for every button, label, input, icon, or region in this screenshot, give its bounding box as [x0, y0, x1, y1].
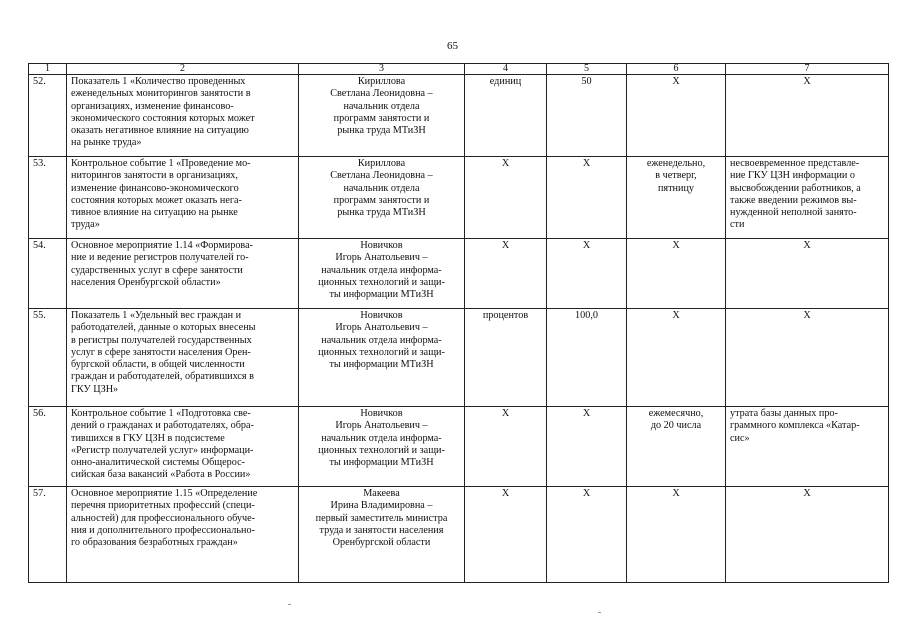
responsible-cell: [299, 75, 465, 157]
deadline-cell-line: до 20 числа: [650, 420, 702, 432]
deadline-cell-line: еженедельно,: [646, 158, 706, 169]
header-cell: 4: [465, 64, 547, 75]
responsible-cell-line: ционных технологий и защи-: [318, 444, 445, 456]
responsible-cell: [299, 239, 465, 309]
header-cell: 5: [547, 64, 627, 75]
name-cell-line: труда»: [71, 219, 100, 231]
risk-cell-line: граммного комплекса «Катар-: [730, 420, 860, 432]
risk-cell-line: несвоевременное представле-: [730, 158, 860, 169]
name-cell-line: работодателей, данные о которых внесены: [71, 322, 256, 334]
row-number-cell: 57.: [29, 487, 67, 583]
responsible-cell-line: начальник отдела: [343, 182, 420, 194]
row-number-cell: 56.: [29, 407, 67, 487]
table-row: [29, 75, 889, 157]
unit-cell: Х: [465, 239, 547, 309]
responsible-cell-line: начальник отдела: [343, 100, 420, 112]
deadline-cell-line: Х: [672, 76, 680, 87]
table-row: [29, 407, 889, 487]
risk-cell: [726, 309, 889, 407]
value-cell: Х: [547, 487, 627, 583]
risk-cell: [726, 407, 889, 487]
name-cell-line: тивное влияние на ситуацию на рынке: [71, 207, 238, 219]
table-row: [29, 487, 889, 583]
risk-cell-line: сис»: [730, 432, 750, 444]
table-row: [29, 157, 889, 239]
responsible-cell-line: Новичков: [360, 240, 403, 251]
name-cell-line: граждан и работодателей, обратившихся в: [71, 371, 254, 383]
deadline-cell-line: Х: [672, 310, 680, 321]
scan-speck: [598, 612, 601, 613]
deadline-cell-line: Х: [672, 488, 680, 499]
name-cell-line: Показатель 1 «Удельный вес граждан и: [71, 310, 242, 321]
deadline-cell: [627, 407, 726, 487]
responsible-cell-line: первый заместитель министра: [315, 512, 448, 524]
unit-cell: единиц: [465, 75, 547, 157]
name-cell-line: перечня приоритетных профессий (специ-: [71, 500, 255, 512]
responsible-cell-line: Новичков: [360, 408, 403, 419]
name-cell-line: оказать негативное влияние на ситуацию: [71, 125, 249, 137]
deadline-cell-line: в четверг,: [655, 170, 697, 182]
responsible-cell-line: труда и занятости населения: [319, 524, 444, 536]
name-cell-line: го образования безработных граждан»: [71, 537, 238, 549]
name-cell-line: онно-аналитической системы Общерос-: [71, 457, 246, 469]
name-cell-line: Основное мероприятие 1.14 «Формирова-: [71, 240, 254, 251]
name-cell-line: бургской области, в общей численности: [71, 359, 245, 371]
name-cell: [67, 407, 299, 487]
value-cell: Х: [547, 239, 627, 309]
row-number-cell: 54.: [29, 239, 67, 309]
name-cell-line: Показатель 1 «Количество проведенных: [71, 76, 246, 87]
name-cell: [67, 75, 299, 157]
name-cell-line: еженедельных мониторингов занятости в: [71, 88, 251, 100]
name-cell-line: ние и ведение регистров получателей го-: [71, 252, 249, 264]
responsible-cell-line: начальник отдела информа-: [321, 264, 442, 276]
value-cell: 100,0: [547, 309, 627, 407]
responsible-cell-line: Макеева: [363, 488, 400, 499]
responsible-cell-line: Оренбургской области: [332, 537, 431, 549]
name-cell-line: сийская база вакансий «Работа в России»: [71, 469, 251, 481]
risk-cell: [726, 487, 889, 583]
responsible-cell-line: Кириллова: [357, 158, 406, 169]
header-row: [29, 64, 889, 75]
scan-speck: [288, 604, 291, 605]
responsible-cell-line: начальник отдела информа-: [321, 334, 442, 346]
risk-cell-line: высвобождении работников, а: [730, 182, 861, 194]
name-cell-line: на рынке труда»: [71, 137, 142, 149]
risk-cell: [726, 157, 889, 239]
responsible-cell-line: Светлана Леонидовна –: [330, 88, 433, 100]
deadline-cell: [627, 75, 726, 157]
responsible-cell-line: программ занятости и: [333, 194, 430, 206]
risk-cell-line: Х: [803, 310, 811, 321]
risk-cell-line: Х: [803, 240, 811, 251]
name-cell-line: Основное мероприятие 1.15 «Определение: [71, 488, 258, 499]
row-number-cell: 55.: [29, 309, 67, 407]
name-cell-line: дений о гражданах и работодателях, обра-: [71, 420, 254, 432]
responsible-cell-line: Кириллова: [357, 76, 406, 87]
name-cell: [67, 487, 299, 583]
unit-cell: Х: [465, 157, 547, 239]
risk-cell-line: Х: [803, 76, 811, 87]
header-cell: 3: [299, 64, 465, 75]
responsible-cell-line: Игорь Анатольевич –: [335, 322, 428, 334]
responsible-cell-line: ты информации МТиЗН: [329, 289, 434, 301]
table-row: [29, 239, 889, 309]
responsible-cell-line: ционных технологий и защи-: [318, 346, 445, 358]
responsible-cell-line: начальник отдела информа-: [321, 432, 442, 444]
responsible-cell-line: Ирина Владимировна –: [330, 500, 433, 512]
name-cell: [67, 309, 299, 407]
table-row: [29, 309, 889, 407]
deadline-cell: [627, 239, 726, 309]
value-cell: Х: [547, 407, 627, 487]
risk-cell-line: Х: [803, 488, 811, 499]
name-cell: [67, 157, 299, 239]
risk-cell-line: нужденной неполной занято-: [730, 207, 857, 219]
responsible-cell-line: программ занятости и: [333, 112, 430, 124]
risk-cell: [726, 239, 889, 309]
name-cell-line: «Регистр получателей услуг» информаци-: [71, 444, 254, 456]
name-cell: [67, 239, 299, 309]
name-cell-line: услуг в сфере занятости населения Орен-: [71, 346, 251, 358]
name-cell-line: состояния которых может оказать нега-: [71, 194, 242, 206]
responsible-cell-line: Игорь Анатольевич –: [335, 420, 428, 432]
risk-cell: [726, 75, 889, 157]
unit-cell: Х: [465, 407, 547, 487]
name-cell-line: ния и дополнительного профессионально-: [71, 524, 255, 536]
name-cell-line: ниторингов занятости в организациях,: [71, 170, 238, 182]
risk-cell-line: сти: [730, 219, 745, 231]
name-cell-line: альностей) для профессионального обуче-: [71, 512, 256, 524]
unit-cell: Х: [465, 487, 547, 583]
responsible-cell: [299, 487, 465, 583]
risk-cell-line: утрата базы данных про-: [730, 408, 838, 419]
responsible-cell-line: ты информации МТиЗН: [329, 457, 434, 469]
name-cell-line: организациях, изменение финансово-: [71, 100, 234, 112]
responsible-cell-line: рынка труда МТиЗН: [337, 207, 426, 219]
row-number-cell: 53.: [29, 157, 67, 239]
responsible-cell-line: рынка труда МТиЗН: [337, 125, 426, 137]
name-cell-line: сударственных услуг в сфере занятости: [71, 264, 243, 276]
responsible-cell-line: ционных технологий и защи-: [318, 276, 445, 288]
name-cell-line: экономического состояния которых может: [71, 112, 255, 124]
name-cell-line: ГКУ ЦЗН»: [71, 383, 119, 395]
row-number-cell: 52.: [29, 75, 67, 157]
deadline-cell: [627, 487, 726, 583]
data-table: [28, 63, 889, 583]
unit-cell: процентов: [465, 309, 547, 407]
value-cell: Х: [547, 157, 627, 239]
header-cell: 1: [29, 64, 67, 75]
header-cell: 2: [67, 64, 299, 75]
responsible-cell: [299, 407, 465, 487]
page-number: 65: [447, 40, 458, 52]
name-cell-line: тившихся в ГКУ ЦЗН в подсистеме: [71, 432, 225, 444]
responsible-cell: [299, 309, 465, 407]
deadline-cell: [627, 157, 726, 239]
responsible-cell-line: ты информации МТиЗН: [329, 359, 434, 371]
header-cell: 6: [627, 64, 726, 75]
responsible-cell: [299, 157, 465, 239]
responsible-cell-line: Светлана Леонидовна –: [330, 170, 433, 182]
risk-cell-line: ние ГКУ ЦЗН информации о: [730, 170, 856, 182]
responsible-cell-line: Игорь Анатольевич –: [335, 252, 428, 264]
deadline-cell-line: ежемесячно,: [648, 408, 704, 419]
name-cell-line: в регистры получателей государственных: [71, 334, 252, 346]
deadline-cell: [627, 309, 726, 407]
deadline-cell-line: Х: [672, 240, 680, 251]
header-cell: 7: [726, 64, 889, 75]
deadline-cell-line: пятницу: [657, 182, 695, 194]
name-cell-line: населения Оренбургской области»: [71, 276, 221, 288]
name-cell-line: Контрольное событие 1 «Проведение мо-: [71, 158, 251, 169]
value-cell: 50: [547, 75, 627, 157]
responsible-cell-line: Новичков: [360, 310, 403, 321]
name-cell-line: Контрольное событие 1 «Подготовка све-: [71, 408, 251, 419]
risk-cell-line: также введении режимов вы-: [730, 194, 857, 206]
name-cell-line: изменение финансово-экономического: [71, 182, 239, 194]
